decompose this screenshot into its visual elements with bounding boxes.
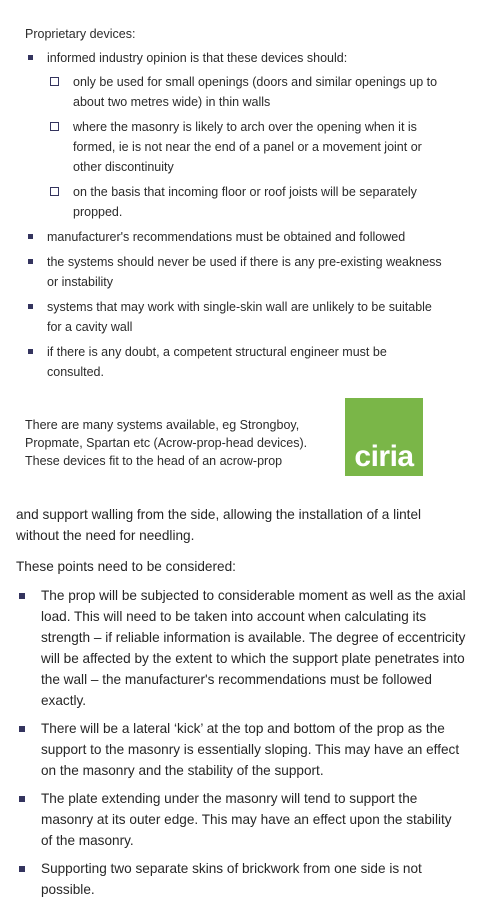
point-item [16,718,466,781]
list-item [25,297,445,337]
points-intro: These points need to be considered: [16,559,236,574]
sub-list [47,72,445,222]
list-item-text: systems that may work with single-skin wall are unlikely to be suitable for a cavity wall [47,300,432,334]
sub-list-item [47,117,445,177]
point-text: Supporting two separate skins of brickwork from one side is not possible. [41,861,422,897]
proprietary-devices-section [25,24,445,387]
list-item [25,342,445,382]
list-item-text: the systems should never be used if there is any pre-existing weakness or instability [47,255,442,289]
sub-list-item-text: on the basis that incoming floor or roof joists will be separately propped. [73,185,417,219]
list-item [25,227,445,247]
systems-paragraph: There are many systems available, eg Strongboy, Propmate, Spartan etc (Acrow-prop-head devices). These devices fit to the head of an acrow-prop [25,418,308,468]
proprietary-list [25,48,445,382]
continuation-paragraph: and support walling from the side, allowing the installation of a lintel without the need for needling. [16,507,422,543]
sub-list-item-text: where the masonry is likely to arch over the opening when it is formed, ie is not near the end of a panel or a movement joint or other discontinuity [73,120,422,174]
sub-list-item-text: only be used for small openings (doors and similar openings up to about two metres wide) in thin walls [73,75,438,109]
ciria-logo [345,398,423,476]
list-item [25,252,445,292]
point-text: The prop will be subjected to considerable moment as well as the axial load. This will need to be taken into account when calculating its strength – if reliable information is available. The degree of eccentricity will be affected by the extent to which the support plate penetrates into the wall – the manufacturer's recommendations must be followed exactly. [41,588,466,708]
point-item [16,585,466,711]
point-item [16,858,466,900]
sub-list-item [47,182,445,222]
point-text: The plate extending under the masonry will tend to support the masonry at its outer edge. This may have an effect upon the stability of the masonry. [41,791,452,848]
list-item-text: if there is any doubt, a competent structural engineer must be consulted. [47,345,387,379]
list-item [25,48,445,222]
list-item-text: informed industry opinion is that these devices should: [47,51,348,65]
list-item-text: manufacturer's recommendations must be obtained and followed [47,230,406,244]
section-heading: Proprietary devices: [25,27,136,41]
main-text-section [16,504,466,907]
points-list [16,585,466,900]
point-text: There will be a lateral ‘kick’ at the top and bottom of the prop as the support to the masonry is essentially sloping. This may have an effect on the masonry and the stability of the support. [41,721,460,778]
sub-list-item [47,72,445,112]
logo-text: ciria [354,440,414,473]
point-item [16,788,466,851]
